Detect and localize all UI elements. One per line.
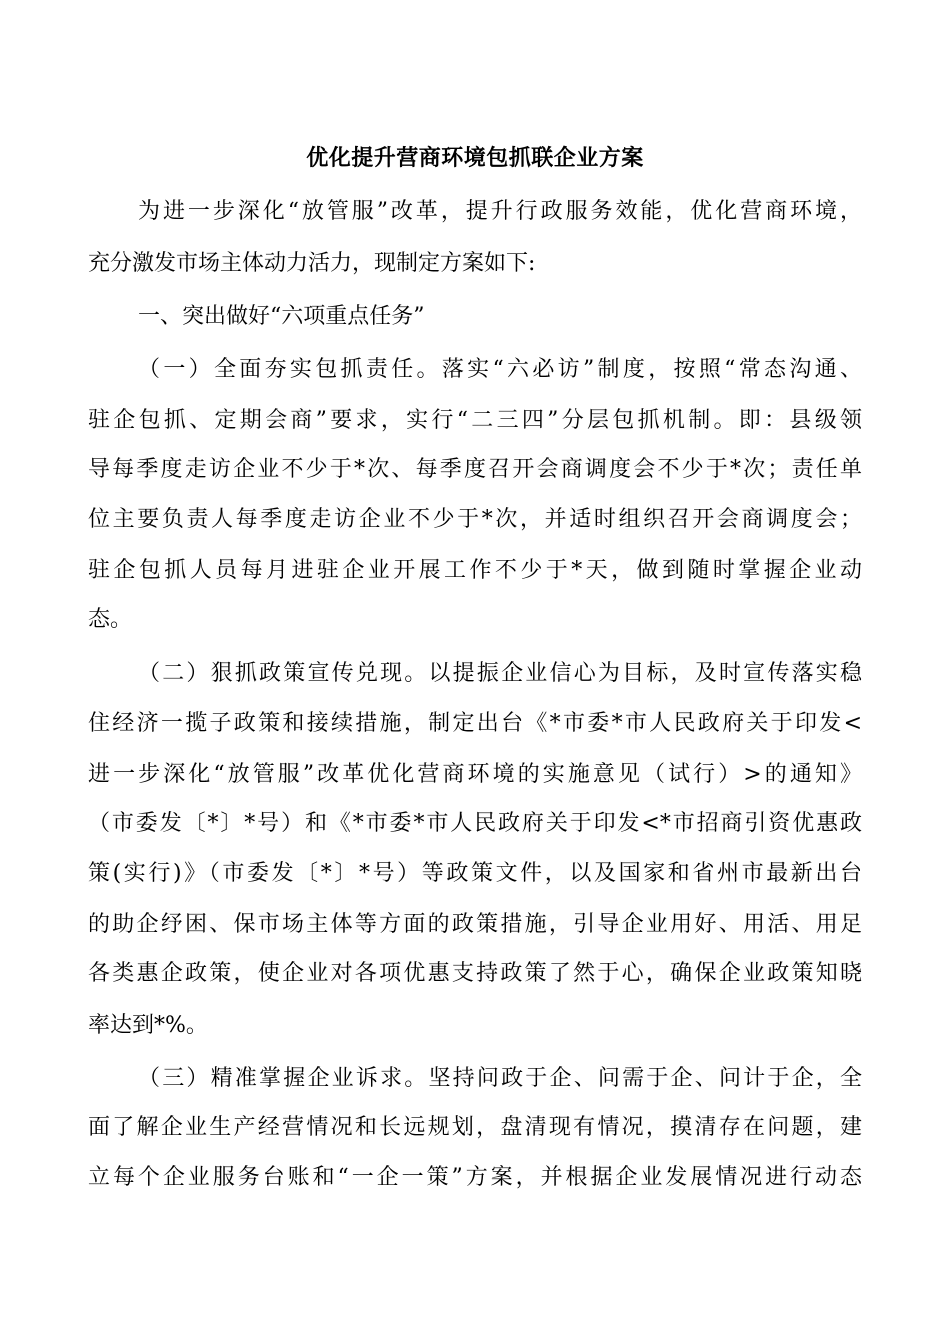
text-line: 住经济一揽子政策和接续措施，制定出台《*市委*市人民政府关于印发< <box>88 711 862 736</box>
document-title: 优化提升营商环境包抓联企业方案 <box>306 145 644 171</box>
text-line: 面了解企业生产经营情况和长远规划，盘清现有情况，摸清存在问题，建 <box>88 1115 862 1140</box>
text-line: 的助企纾困、保市场主体等方面的政策措施，引导企业用好、用活、用足 <box>88 912 862 937</box>
text-line: （市委发〔*〕*号）和《*市委*市人民政府关于印发<*市招商引资优惠政 <box>88 811 862 836</box>
text-line: 立每个企业服务台账和“一企一策”方案，并根据企业发展情况进行动态 <box>88 1165 862 1190</box>
text-line: 各类惠企政策，使企业对各项优惠支持政策了然于心，确保企业政策知晓 <box>88 961 862 986</box>
text-line: 策(实行)》（市委发〔*〕*号）等政策文件，以及国家和省州市最新出台 <box>88 861 862 886</box>
text-line: 驻企包抓、定期会商”要求，实行“二三四”分层包抓机制。即：县级领 <box>88 408 862 433</box>
text-line: 位主要负责人每季度走访企业不少于*次，并适时组织召开会商调度会； <box>88 507 862 532</box>
text-line: 进一步深化“放管服”改革优化营商环境的实施意见（试行）>的通知》 <box>88 762 862 787</box>
text-line: （三）精准掌握企业诉求。坚持问政于企、问需于企、问计于企，全 <box>138 1066 862 1091</box>
text-line: 率达到*%。 <box>88 1013 208 1038</box>
text-line: 驻企包抓人员每月进驻企业开展工作不少于*天，做到随时掌握企业动 <box>88 558 862 583</box>
text-line: （二）狠抓政策宣传兑现。以提振企业信心为目标，及时宣传落实稳 <box>138 661 862 686</box>
text-line: 态。 <box>88 607 133 632</box>
section-heading: 一、突出做好“六项重点任务” <box>138 304 425 329</box>
text-line: 充分激发市场主体动力活力，现制定方案如下: <box>88 251 536 276</box>
text-line: 为进一步深化“放管服”改革，提升行政服务效能，优化营商环境， <box>138 199 862 224</box>
text-line: （一）全面夯实包抓责任。落实“六必访”制度，按照“常态沟通、 <box>138 357 862 382</box>
text-line: 导每季度走访企业不少于*次、每季度召开会商调度会不少于*次；责任单 <box>88 457 862 482</box>
